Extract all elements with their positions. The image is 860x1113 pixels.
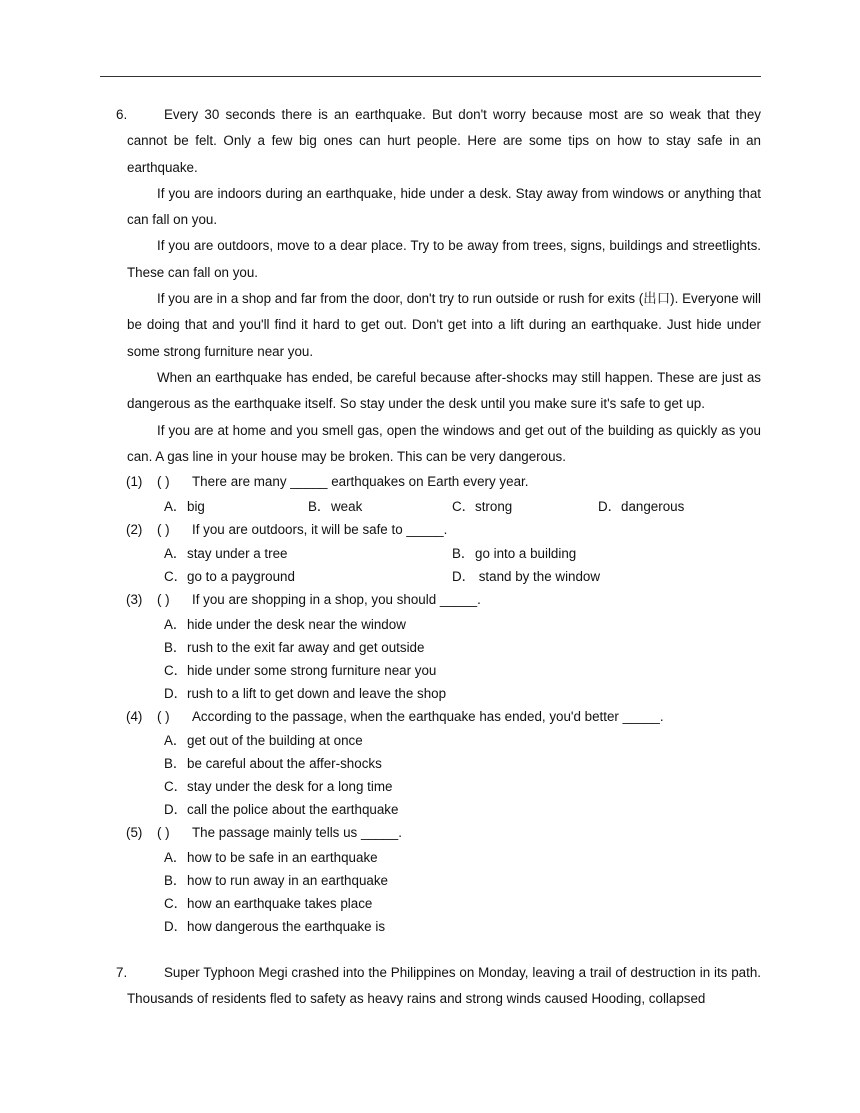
options-row: [100, 636, 761, 659]
passage-paragraph: When an earthquake has ended, be careful because after-shocks may still happen. These are just as dangerous as the earthquake itself. So stay under the desk until you make sure it's safe to get up.: [127, 369, 761, 412]
header-rule: [100, 76, 761, 77]
sub-question-text: If you are shopping in a shop, you should _____.: [192, 592, 481, 608]
option-c[interactable]: [164, 659, 436, 682]
option-text: hide under some strong furniture near you: [187, 662, 437, 678]
option-d[interactable]: [452, 565, 600, 588]
option-a[interactable]: [164, 613, 406, 636]
option-text: get out of the building at once: [187, 733, 363, 749]
option-d[interactable]: [598, 495, 684, 518]
options-row: [100, 613, 761, 636]
passage-paragraph: If you are outdoors, move to a dear place. Try to be away from trees, signs, buildings and streetlights. These can fall on you.: [127, 238, 761, 280]
sub-question-1: [100, 470, 761, 495]
option-d[interactable]: [164, 915, 385, 938]
question-number: 7.: [116, 964, 128, 980]
option-a[interactable]: [164, 542, 288, 565]
option-letter: D．: [164, 802, 188, 818]
option-text: how dangerous the earthquake is: [187, 918, 386, 934]
sub-question-2: [100, 518, 761, 543]
options-row: [100, 892, 761, 915]
option-c[interactable]: [452, 495, 512, 518]
page-content: [100, 102, 761, 1012]
option-b[interactable]: [308, 495, 362, 518]
options-row: [100, 915, 761, 938]
option-letter: B．: [164, 639, 187, 655]
option-b[interactable]: [164, 636, 424, 659]
option-letter: C．: [164, 662, 188, 678]
sub-question-4: [100, 705, 761, 730]
options-row: [100, 752, 761, 775]
options-row: [100, 495, 761, 518]
option-letter: A．: [164, 849, 187, 865]
passage-paragraph: If you are at home and you smell gas, open the windows and get out of the building as quickly as you can. A gas line in your house may be broken. This can be very dangerous.: [127, 422, 761, 464]
answer-blank: ( ): [157, 474, 170, 490]
option-text: dangerous: [621, 498, 685, 514]
option-text: go into a building: [475, 546, 577, 562]
passage-paragraph: If you are in a shop and far from the door, don't try to run outside or rush for exits (出口). Everyone will be doing that and you'll find it hard to get out. Don't get into a lift during an earthquake. Just hide under some strong furniture near you.: [127, 291, 761, 359]
options-row: [100, 542, 761, 565]
option-b[interactable]: [164, 869, 388, 892]
option-text: call the police about the earthquake: [187, 802, 399, 818]
sub-question-5: [100, 821, 761, 846]
sub-question-number: (4): [126, 708, 143, 724]
sub-question-text: There are many _____ earthquakes on Earth every year.: [192, 474, 529, 490]
option-letter: A．: [164, 733, 187, 749]
option-a[interactable]: [164, 846, 378, 869]
question-7: [100, 960, 761, 1013]
option-c[interactable]: [164, 892, 372, 915]
options-row: [100, 565, 761, 588]
options-row: [100, 729, 761, 752]
option-letter: A．: [164, 498, 187, 514]
passage-paragraph: If you are indoors during an earthquake, hide under a desk. Stay away from windows or anything that can fall on you.: [127, 185, 761, 228]
option-d[interactable]: [164, 682, 446, 705]
options-row: [100, 846, 761, 869]
option-text: rush to a lift to get down and leave the shop: [187, 685, 447, 701]
options-row: [100, 798, 761, 821]
option-a[interactable]: [164, 495, 205, 518]
option-letter: D．: [598, 498, 622, 514]
passage-paragraph: Super Typhoon Megi crashed into the Philippines on Monday, leaving a trail of destruction in its path. Thousands of residents fled to safety as heavy rains and strong winds caused Hooding, collapsed: [127, 964, 761, 1006]
option-b[interactable]: [452, 542, 576, 565]
option-letter: C．: [452, 498, 476, 514]
option-text: weak: [331, 498, 363, 514]
option-letter: C．: [164, 895, 188, 911]
option-text: hide under the desk near the window: [187, 616, 406, 632]
option-text: rush to the exit far away and get outside: [187, 639, 425, 655]
option-letter: C．: [164, 779, 188, 795]
option-a[interactable]: [164, 729, 363, 752]
option-text: how to run away in an earthquake: [187, 872, 388, 888]
option-c[interactable]: [164, 565, 295, 588]
option-text: stay under the desk for a long time: [187, 779, 393, 795]
option-letter: A．: [164, 546, 187, 562]
option-text: stay under a tree: [187, 546, 288, 562]
sub-question-text: If you are outdoors, it will be safe to _____.: [192, 521, 448, 537]
option-b[interactable]: [164, 752, 382, 775]
option-letter: D．: [164, 685, 188, 701]
options-row: [100, 869, 761, 892]
option-letter: B．: [452, 546, 475, 562]
options-row: [100, 659, 761, 682]
question-number: 6.: [116, 107, 128, 122]
option-letter: A．: [164, 616, 187, 632]
option-text: how to be safe in an earthquake: [187, 849, 378, 865]
option-letter: C．: [164, 569, 188, 585]
options-row: [100, 775, 761, 798]
option-text: strong: [475, 498, 513, 514]
option-text: be careful about the affer-shocks: [187, 756, 382, 772]
sub-question-text: According to the passage, when the earthquake has ended, you'd better _____.: [192, 708, 664, 724]
question-6: [100, 102, 761, 938]
answer-blank: ( ): [157, 708, 170, 724]
option-c[interactable]: [164, 775, 392, 798]
option-text: big: [187, 498, 205, 514]
option-letter: D．: [164, 918, 188, 934]
options-row: [100, 682, 761, 705]
sub-question-number: (2): [126, 521, 143, 537]
passage-paragraph: Every 30 seconds there is an earthquake. But don't worry because most are so weak that they cannot be felt. Only a few big ones can hurt people. Here are some tips on how to stay safe in an earthquake.: [127, 107, 761, 175]
option-letter: B．: [164, 872, 187, 888]
option-letter: D．: [452, 569, 476, 585]
option-letter: B．: [164, 756, 187, 772]
section-gap: [100, 938, 761, 960]
option-text: how an earthquake takes place: [187, 895, 373, 911]
sub-question-number: (3): [126, 592, 143, 608]
sub-question-text: The passage mainly tells us _____.: [192, 825, 402, 841]
option-letter: B．: [308, 498, 331, 514]
sub-question-number: (1): [126, 474, 143, 490]
option-text: stand by the window: [475, 569, 601, 585]
answer-blank: ( ): [157, 825, 170, 841]
option-text: go to a payground: [187, 569, 295, 585]
sub-question-number: (5): [126, 825, 143, 841]
answer-blank: ( ): [157, 592, 170, 608]
option-d[interactable]: [164, 798, 398, 821]
answer-blank: ( ): [157, 521, 170, 537]
sub-question-3: [100, 588, 761, 613]
